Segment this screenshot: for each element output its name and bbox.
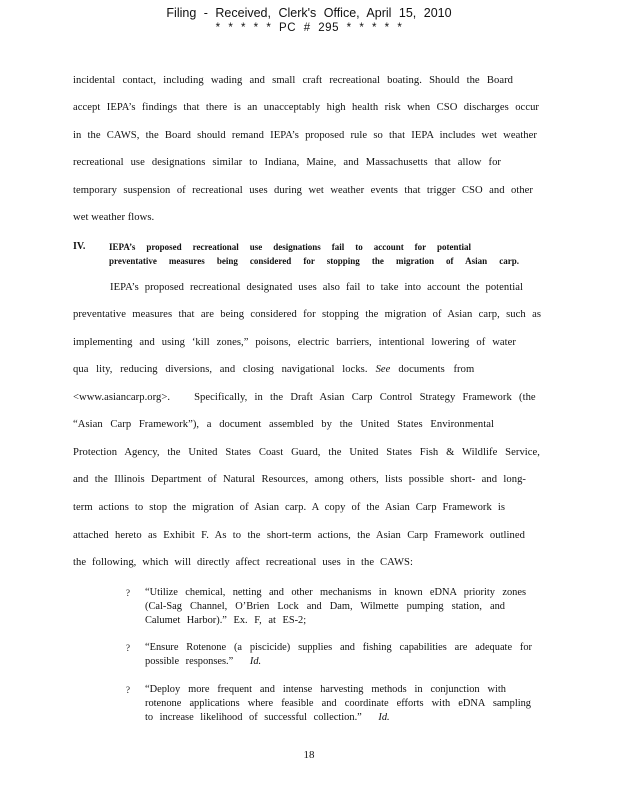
bullet-text-line: rotenone applications where feasible and coordinate efforts with eDNA sampling [145,698,531,709]
bullet-text-line [145,712,390,723]
text-line [73,364,475,375]
text-line: IEPA’s proposed recreational designated uses also fail to take into account the potential [110,282,523,293]
id-citation: Id. [249,656,262,667]
text-run: Specifically, in the Draft Asian Carp Control Strategy Framework (the [194,392,536,403]
text-run: qua lity, reducing diversions, and closing navigational locks. [73,364,368,375]
bullet-text-line [145,656,261,667]
bullet-text-line: “Utilize chemical, netting and other mechanisms in known eDNA priority zones [145,587,526,598]
text-line: Protection Agency, the United States Coast Guard, the United States Fish & Wildlife Service, [73,447,540,458]
page-number: 18 [303,749,315,761]
text-line: term actions to stop the migration of Asian carp. A copy of the Asian Carp Framework is [73,502,505,513]
text-line: in the CAWS, the Board should remand IEPA’s proposed rule so that IEPA includes wet weather [73,130,537,141]
bullet-marker: ? [126,643,130,653]
text-line: preventative measures that are being considered for stopping the migration of Asian carp, such as [73,309,541,320]
bullet-marker: ? [126,685,130,695]
text-line: wet weather flows. [73,212,155,223]
text-line: “Asian Carp Framework”), a document assembled by the United States Environmental [73,419,494,430]
filing-stamp-line: Filing - Received, Clerk's Office, April 15, 2010 [166,6,452,20]
text-line: attached hereto as Exhibit F. As to the short-term actions, the Asian Carp Framework outlined [73,530,525,541]
text-line [73,392,536,403]
text-run: documents from [398,364,475,375]
bullet-text-line: “Ensure Rotenone (a piscicide) supplies and fishing capabilities are adequate for [145,642,532,653]
text-run: possible responses.” [145,656,234,667]
text-line: the following, which will directly affect recreational uses in the CAWS: [73,557,413,568]
see-signal: See [375,364,391,375]
section-number: IV. [73,241,86,252]
section-title-line: IEPA’s proposed recreational use designations fail to account for potential [109,242,471,252]
pc-number-line: * * * * * PC # 295 * * * * * [215,22,403,34]
bullet-text-line: Calumet Harbor).” Ex. F, at ES-2; [145,615,307,626]
id-citation: Id. [378,712,390,723]
text-line: recreational use designations similar to Indiana, Maine, and Massachusetts that allow for [73,157,501,168]
text-line: implementing and using ‘kill zones,” poisons, electric barriers, intentional lowering of water [73,337,516,348]
text-line: accept IEPA’s findings that there is an unacceptably high health risk when CSO discharges occur [73,102,539,113]
text-line: and the Illinois Department of Natural Resources, among others, lists possible short- and long- [73,474,526,485]
bullet-text-line: “Deploy more frequent and intense harvesting methods in conjunction with [145,684,506,695]
bullet-text-line: (Cal-Sag Channel, O’Brien Lock and Dam, Wilmette pumping station, and [145,601,505,612]
text-line: incidental contact, including wading and small craft recreational boating. Should the Board [73,75,513,86]
website-reference: <www.asiancarp.org>. [73,392,171,403]
text-run: to increase likelihood of successful collection.” [145,712,362,723]
text-line: temporary suspension of recreational uses during wet weather events that trigger CSO and other [73,185,533,196]
section-title-line: preventative measures being considered for stopping the migration of Asian carp. [109,256,519,266]
bullet-marker: ? [126,588,130,598]
